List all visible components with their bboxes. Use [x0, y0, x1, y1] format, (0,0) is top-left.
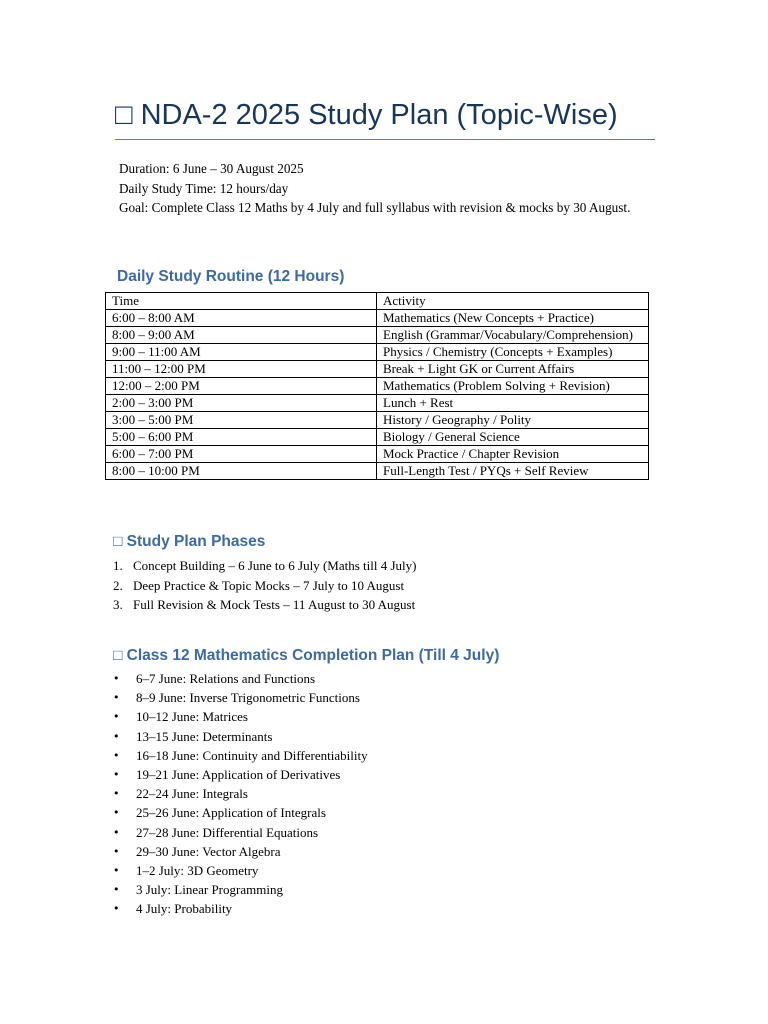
list-item [113, 595, 416, 615]
list-item-text: 29–30 June: Vector Algebra [136, 843, 281, 859]
time-cell: 11:00 – 12:00 PM [106, 361, 377, 378]
list-item-text: Deep Practice & Topic Mocks – 7 July to 10 August [133, 577, 405, 593]
time-cell: 8:00 – 9:00 AM [106, 327, 377, 344]
list-item-text: 10–12 June: Matrices [136, 709, 248, 725]
routine-table [105, 292, 649, 480]
bullet-icon: • [113, 787, 120, 801]
phases-heading: □ Study Plan Phases [113, 533, 266, 550]
list-item [113, 861, 368, 880]
table-row [106, 327, 649, 344]
time-cell: 8:00 – 10:00 PM [106, 463, 377, 480]
table-header-row [106, 293, 649, 310]
activity-cell: Physics / Chemistry (Concepts + Examples) [377, 344, 649, 361]
time-cell: 12:00 – 2:00 PM [106, 378, 377, 395]
list-item [113, 688, 368, 707]
bullet-icon: • [113, 806, 120, 820]
list-item [113, 669, 368, 688]
list-item [113, 899, 368, 918]
activity-cell: Mock Practice / Chapter Revision [377, 446, 649, 463]
page-title: □ NDA-2 2025 Study Plan (Topic-Wise) [115, 99, 618, 131]
maths-plan-heading: □ Class 12 Mathematics Completion Plan (Till 4 July) [113, 647, 500, 664]
activity-cell: History / Geography / Polity [377, 412, 649, 429]
list-item-text: 1–2 July: 3D Geometry [136, 863, 259, 879]
bullet-icon: • [113, 729, 120, 743]
list-item-text: 8–9 June: Inverse Trigonometric Functions [136, 690, 360, 706]
activity-cell: Mathematics (New Concepts + Practice) [377, 310, 649, 327]
list-item-text: 25–26 June: Application of Integrals [136, 805, 326, 821]
table-row [106, 429, 649, 446]
list-item [113, 880, 368, 899]
goal-text: Goal: Complete Class 12 Maths by 4 July and full syllabus with revision & mocks by 30 August. [119, 200, 631, 215]
list-item-text: 19–21 June: Application of Derivatives [136, 767, 341, 783]
list-item-text: 16–18 June: Continuity and Differentiability [136, 747, 368, 763]
list-number: 1. [113, 558, 123, 573]
list-item [113, 842, 368, 861]
table-row [106, 395, 649, 412]
activity-cell: English (Grammar/Vocabulary/Comprehension) [377, 327, 649, 344]
list-item [113, 803, 368, 822]
activity-cell: Break + Light GK or Current Affairs [377, 361, 649, 378]
bullet-icon: • [113, 748, 120, 762]
phases-list [113, 556, 416, 615]
list-item [113, 765, 368, 784]
bullet-icon: • [113, 710, 120, 724]
list-item [113, 707, 368, 726]
intro-block [113, 159, 653, 218]
daily-time-text: Daily Study Time: 12 hours/day [119, 180, 289, 196]
table-row [106, 378, 649, 395]
bullet-icon: • [113, 864, 120, 878]
table-row [106, 344, 649, 361]
list-item [113, 784, 368, 803]
time-cell: 6:00 – 7:00 PM [106, 446, 377, 463]
list-item-text: Full Revision & Mock Tests – 11 August to 30 August [133, 597, 416, 612]
time-cell: 9:00 – 11:00 AM [106, 344, 377, 361]
list-item-text: 3 July: Linear Programming [136, 882, 283, 898]
list-item [113, 556, 416, 576]
list-item [113, 746, 368, 765]
list-item [113, 727, 368, 746]
activity-cell: Full-Length Test / PYQs + Self Review [377, 463, 649, 480]
duration-text: Duration: 6 June – 30 August 2025 [119, 161, 304, 176]
time-cell: 6:00 – 8:00 AM [106, 310, 377, 327]
bullet-icon: • [113, 902, 120, 916]
time-cell: 5:00 – 6:00 PM [106, 429, 377, 446]
list-item-text: 4 July: Probability [136, 901, 233, 917]
list-item-text: 13–15 June: Determinants [136, 728, 273, 744]
column-header-activity: Activity [377, 293, 649, 310]
bullet-icon: • [113, 672, 120, 685]
table-row [106, 446, 649, 463]
bullet-icon: • [113, 691, 120, 705]
list-item-text: Concept Building – 6 June to 6 July (Maths till 4 July) [133, 558, 417, 573]
list-item-text: 6–7 June: Relations and Functions [136, 671, 316, 686]
routine-heading: Daily Study Routine (12 Hours) [117, 268, 345, 285]
bullet-icon: • [113, 768, 120, 782]
title-underline [115, 139, 655, 140]
time-cell: 3:00 – 5:00 PM [106, 412, 377, 429]
time-cell: 2:00 – 3:00 PM [106, 395, 377, 412]
bullet-icon: • [113, 844, 120, 858]
list-item [113, 576, 416, 596]
column-header-time: Time [106, 293, 377, 310]
table-row [106, 463, 649, 480]
list-item-text: 27–28 June: Differential Equations [136, 824, 319, 840]
activity-cell: Biology / General Science [377, 429, 649, 446]
activity-cell: Mathematics (Problem Solving + Revision) [377, 378, 649, 395]
maths-plan-list [113, 669, 368, 919]
table-row [106, 310, 649, 327]
list-item-text: 22–24 June: Integrals [136, 786, 248, 802]
table-row [106, 412, 649, 429]
list-number: 2. [113, 577, 123, 593]
list-number: 3. [113, 597, 123, 612]
activity-cell: Lunch + Rest [377, 395, 649, 412]
bullet-icon: • [113, 883, 120, 897]
list-item [113, 823, 368, 842]
bullet-icon: • [113, 825, 120, 839]
table-row [106, 361, 649, 378]
